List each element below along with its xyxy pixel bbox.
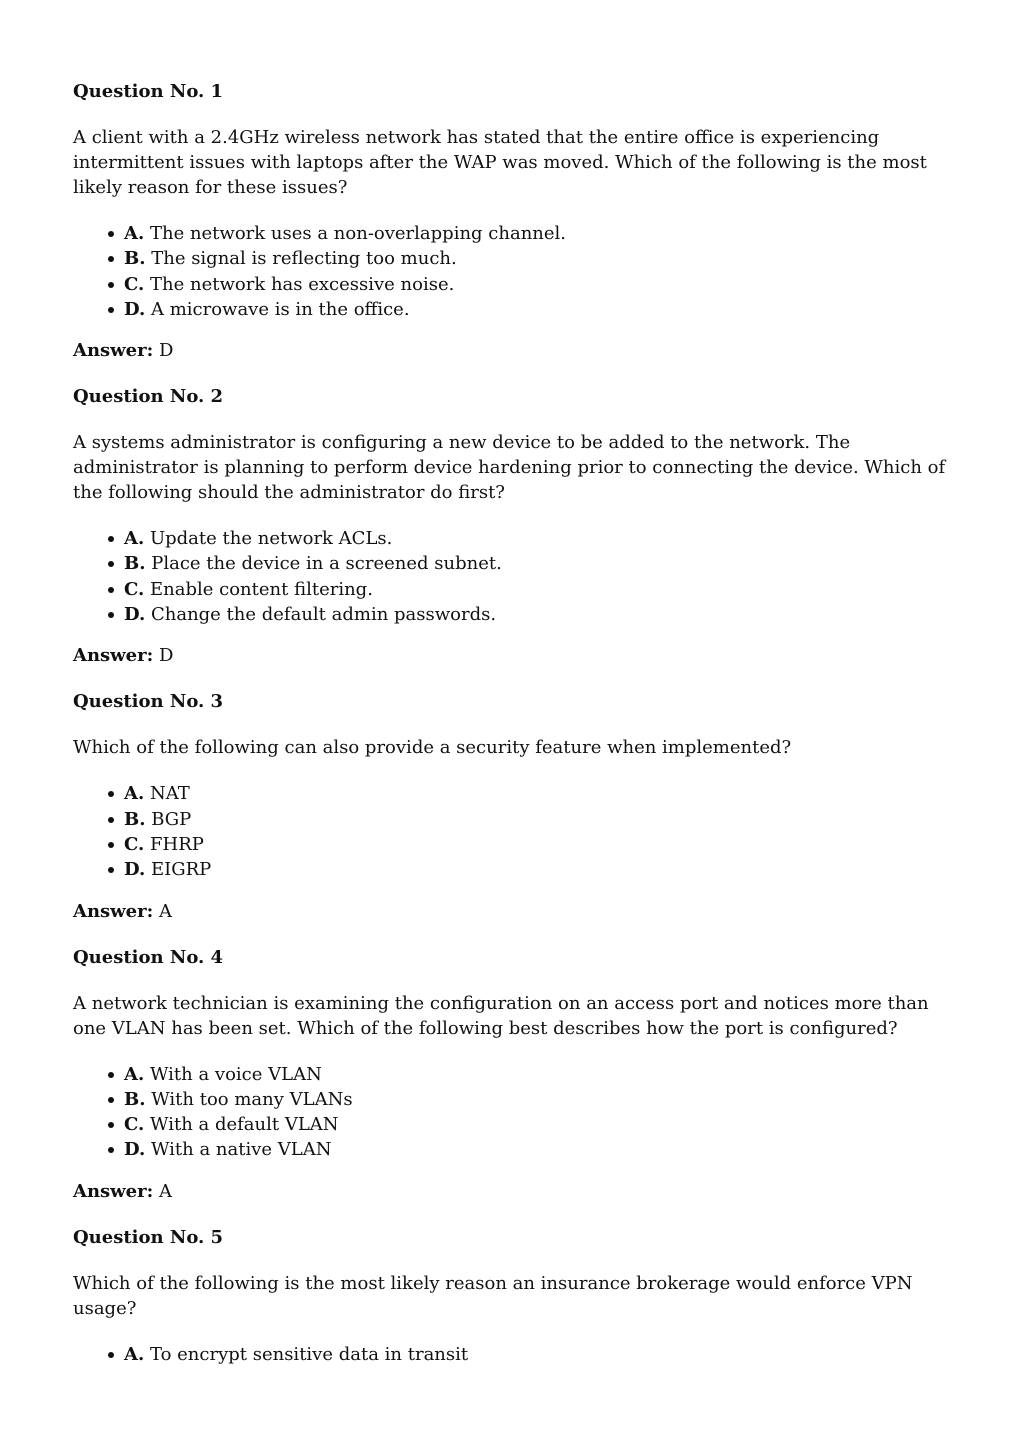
answer-label: Answer: <box>73 340 154 362</box>
question-text: Which of the following is the most likely reason an insurance brokerage would enforce VPN usage? <box>73 1272 913 1319</box>
option-text: Update the network ACLs. <box>149 528 393 550</box>
option-letter: B. <box>124 248 146 270</box>
question-title: Question No. 4 <box>73 946 224 968</box>
option-letter: A. <box>124 528 145 550</box>
option-list <box>73 526 950 627</box>
option-a <box>108 1342 950 1367</box>
option-text: FHRP <box>150 833 204 855</box>
option-text: With too many VLANs <box>151 1088 353 1110</box>
question-text: A systems administrator is configuring a new device to be added to the network. The administrator is planning to perform device hardening prior to connecting the device. Which of the following should the administrator do first? <box>73 432 946 504</box>
option-letter: A. <box>124 783 145 805</box>
option-b <box>108 551 950 576</box>
option-text: BGP <box>151 808 192 830</box>
option-d <box>108 602 950 627</box>
option-text: The network has excessive noise. <box>150 273 455 295</box>
option-letter: B. <box>124 808 146 830</box>
option-d <box>108 1137 950 1162</box>
option-letter: A. <box>124 1063 145 1085</box>
option-letter: B. <box>124 553 146 575</box>
question-title: Question No. 2 <box>73 386 224 408</box>
option-letter: C. <box>124 578 145 600</box>
answer-label: Answer: <box>73 645 154 667</box>
option-list <box>73 1342 950 1367</box>
answer-line <box>73 1179 950 1204</box>
option-letter: C. <box>124 1114 145 1136</box>
option-text: With a voice VLAN <box>149 1063 322 1085</box>
option-d <box>108 297 950 322</box>
option-list <box>73 221 950 322</box>
option-letter: B. <box>124 1088 146 1110</box>
option-text: The signal is reflecting too much. <box>151 248 457 270</box>
option-letter: D. <box>124 298 146 320</box>
question-text: Which of the following can also provide a security feature when implemented? <box>73 737 792 759</box>
question-text: A client with a 2.4GHz wireless network has stated that the entire office is experiencing intermittent issues with laptops after the WAP was moved. Which of the following is the most likely reason for these issues? <box>73 127 927 198</box>
option-a <box>108 781 950 806</box>
option-text: A microwave is in the office. <box>150 298 410 320</box>
option-text: EIGRP <box>150 859 212 881</box>
option-letter: A. <box>124 223 145 244</box>
option-letter: C. <box>124 273 145 295</box>
answer-line <box>73 899 950 924</box>
option-text: Change the default admin passwords. <box>150 604 497 626</box>
question-4 <box>73 945 950 1204</box>
option-c <box>108 832 950 857</box>
answer-line <box>73 338 950 363</box>
option-letter: D. <box>124 859 146 881</box>
question-2 <box>73 384 950 668</box>
option-a <box>108 526 950 551</box>
option-letter: C. <box>124 833 145 855</box>
option-d <box>108 857 950 882</box>
option-text: With a native VLAN <box>150 1139 332 1161</box>
option-b <box>108 1087 950 1112</box>
answer-value: A <box>159 1180 172 1202</box>
option-b <box>108 807 950 832</box>
question-title: Question No. 1 <box>73 81 224 102</box>
option-letter: A. <box>124 1343 145 1365</box>
option-c <box>108 1112 950 1137</box>
answer-label: Answer: <box>73 1180 154 1202</box>
option-text: To encrypt sensitive data in transit <box>149 1343 469 1365</box>
option-text: Enable content filtering. <box>150 578 373 600</box>
answer-label: Answer: <box>73 900 154 922</box>
option-letter: D. <box>124 1139 146 1161</box>
answer-value: A <box>159 900 172 922</box>
option-text: Place the device in a screened subnet. <box>151 553 502 575</box>
option-letter: D. <box>124 604 146 626</box>
question-text: A network technician is examining the configuration on an access port and notices more than one VLAN has been set. Which of the following best describes how the port is configured? <box>73 992 929 1039</box>
option-a <box>108 221 950 246</box>
option-text: The network uses a non-overlapping channel. <box>149 223 567 244</box>
answer-value: D <box>159 645 174 667</box>
answer-value: D <box>159 340 174 362</box>
question-1 <box>73 79 950 363</box>
question-3 <box>73 689 950 923</box>
option-a <box>108 1062 950 1087</box>
option-text: With a default VLAN <box>150 1114 339 1136</box>
answer-line <box>73 643 950 668</box>
option-text: NAT <box>149 783 190 805</box>
question-title: Question No. 3 <box>73 691 224 713</box>
option-c <box>108 577 950 602</box>
option-list <box>73 1062 950 1163</box>
question-5 <box>73 1225 950 1367</box>
question-title: Question No. 5 <box>73 1226 224 1248</box>
option-list <box>73 781 950 882</box>
option-c <box>108 272 950 297</box>
option-b <box>108 246 950 271</box>
